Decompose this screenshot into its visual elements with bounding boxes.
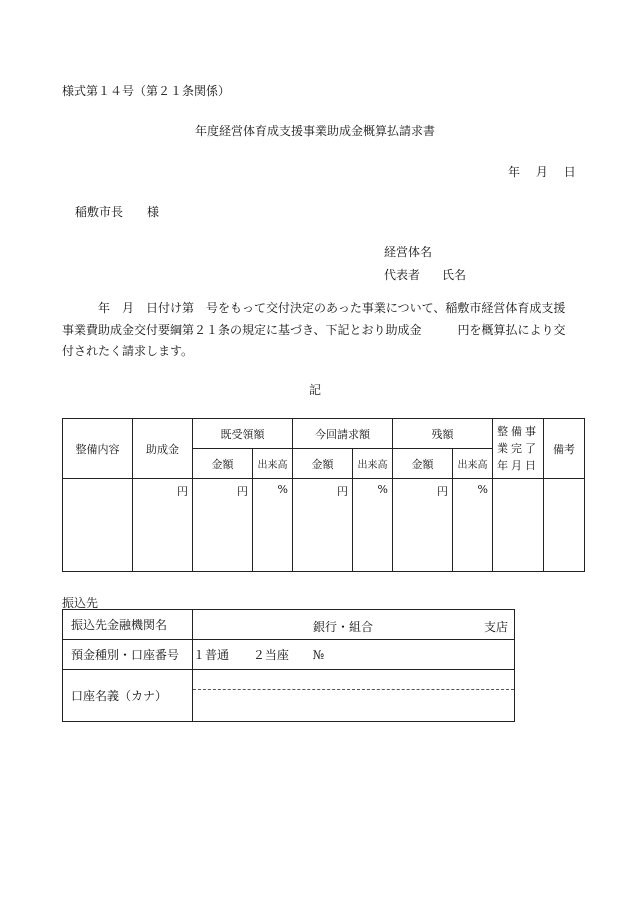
addressee-suffix: 様 [147, 205, 160, 219]
header-remarks: 備考 [544, 419, 585, 479]
ki-heading: 記 [308, 383, 321, 397]
cell-remarks[interactable] [544, 479, 585, 572]
holder-kana-line [193, 670, 514, 690]
entity-name-label: 経営体名 [384, 245, 433, 259]
form-number: 様式第１４号（第２１条関係） [62, 84, 231, 98]
account-label: 預金種別・口座番号 [63, 640, 193, 670]
transfer-table [62, 609, 515, 722]
cell-received-amount[interactable]: 円 [193, 479, 253, 572]
type-current: ２当座 [252, 648, 289, 662]
bank-name-label: 振込先金融機関名 [63, 610, 193, 640]
applicant-block [384, 241, 466, 287]
header-content: 整備内容 [63, 419, 133, 479]
sub-progress: 出来高 [253, 449, 293, 479]
cell-current-progress[interactable]: % [353, 479, 393, 572]
date-month: 月 [535, 165, 548, 179]
cell-remaining-progress[interactable]: % [453, 479, 493, 572]
addressee [75, 203, 159, 220]
cell-remaining-amount[interactable]: 円 [393, 479, 453, 572]
number-mark: № [312, 648, 325, 662]
cell-content[interactable] [63, 479, 133, 572]
subsidy-table [62, 418, 585, 572]
holder-field[interactable] [193, 670, 515, 722]
account-field[interactable] [193, 640, 515, 670]
holder-label: 口座名義（カナ） [63, 670, 193, 722]
header-completion-date: 整備事業完了年月日 [493, 419, 544, 479]
addressee-name: 稲敷市長 [75, 205, 124, 219]
holder-name-line [193, 690, 514, 721]
bank-type: 銀行・組合 [313, 620, 374, 634]
sub-progress: 出来高 [353, 449, 393, 479]
date-day: 日 [563, 165, 576, 179]
transfer-label: 振込先 [62, 596, 99, 610]
sub-amount: 金額 [193, 449, 253, 479]
representative-label: 代表者 [384, 268, 421, 282]
sub-progress: 出来高 [453, 449, 493, 479]
sub-amount: 金額 [293, 449, 353, 479]
table-row [63, 479, 585, 572]
branch-label: 支店 [483, 620, 508, 634]
cell-received-progress[interactable]: % [253, 479, 293, 572]
cell-completion-date[interactable] [493, 479, 544, 572]
type-ordinary: １普通 [193, 648, 230, 662]
cell-subsidy[interactable]: 円 [133, 479, 193, 572]
document-title: 年度経営体育成支援事業助成金概算払請求書 [194, 124, 435, 138]
header-remaining: 残額 [393, 419, 493, 449]
name-label: 氏名 [442, 268, 467, 282]
date-year: 年 [508, 165, 521, 179]
header-received: 既受領額 [193, 419, 293, 449]
header-subsidy: 助成金 [133, 419, 193, 479]
cell-current-amount[interactable]: 円 [293, 479, 353, 572]
request-paragraph: 年 月 日付け第 号をもって交付決定のあった事業について、稲敷市経営体育成支援事業費助成金交付要綱第２１条の規定に基づき、下記とおり助成金 円を概算払により交付されたく請求します。 [62, 301, 566, 358]
date-line [508, 163, 588, 180]
sub-amount: 金額 [393, 449, 453, 479]
bank-name-field[interactable] [193, 610, 515, 640]
header-current: 今回請求額 [293, 419, 393, 449]
